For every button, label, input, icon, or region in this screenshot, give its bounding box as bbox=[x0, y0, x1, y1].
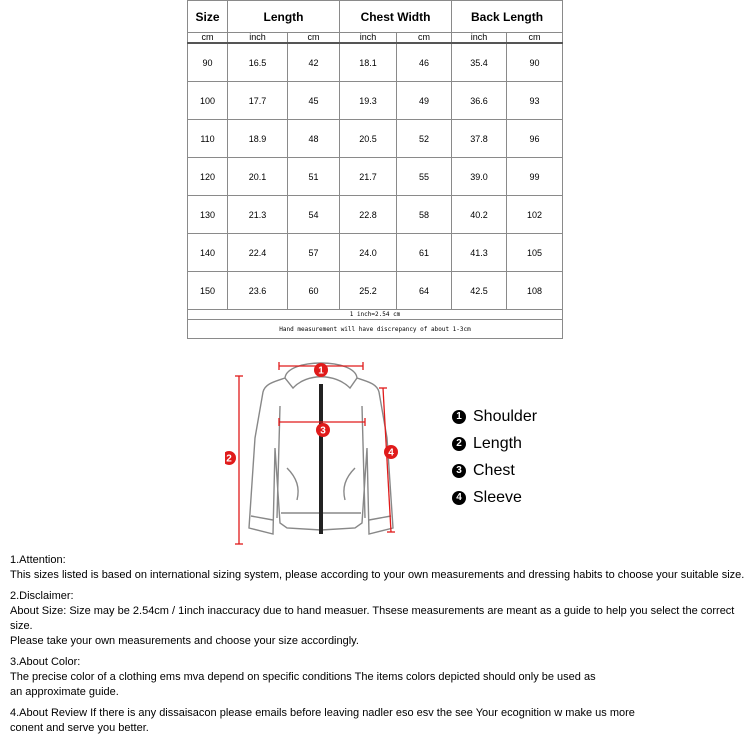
review-note bbox=[10, 706, 750, 736]
table-cell: 102 bbox=[507, 196, 563, 234]
marker-1-label: 1 bbox=[318, 365, 324, 377]
table-cell: 54 bbox=[288, 196, 340, 234]
table-cell: 21.7 bbox=[340, 158, 397, 196]
table-units-row bbox=[188, 33, 563, 44]
table-cell: 90 bbox=[188, 43, 228, 82]
table-cell: 55 bbox=[397, 158, 452, 196]
review-line: conent and serve you better. bbox=[10, 722, 149, 734]
table-cell: 36.6 bbox=[452, 82, 507, 120]
header-size: Size bbox=[188, 1, 228, 33]
unit-cell: cm bbox=[507, 33, 563, 44]
legend-item-sleeve bbox=[452, 484, 537, 511]
table-cell: 108 bbox=[507, 272, 563, 310]
table-cell: 61 bbox=[397, 234, 452, 272]
table-cell: 40.2 bbox=[452, 196, 507, 234]
table-cell: 52 bbox=[397, 120, 452, 158]
zipper bbox=[319, 384, 323, 534]
table-cell: 64 bbox=[397, 272, 452, 310]
table-cell: 60 bbox=[288, 272, 340, 310]
table-cell: 90 bbox=[507, 43, 563, 82]
table-cell: 22.4 bbox=[228, 234, 288, 272]
table-row bbox=[188, 82, 563, 120]
table-cell: 57 bbox=[288, 234, 340, 272]
table-cell: 17.7 bbox=[228, 82, 288, 120]
table-cell: 96 bbox=[507, 120, 563, 158]
disclaimer-title: 2.Disclaimer: bbox=[10, 590, 74, 602]
table-cell: 25.2 bbox=[340, 272, 397, 310]
color-title: 3.About Color: bbox=[10, 656, 81, 668]
table-cell: 105 bbox=[507, 234, 563, 272]
color-note bbox=[10, 655, 750, 700]
table-cell: 51 bbox=[288, 158, 340, 196]
table-cell: 39.0 bbox=[452, 158, 507, 196]
attention-note bbox=[10, 553, 750, 583]
size-chart-table bbox=[187, 0, 563, 339]
table-cell: 24.0 bbox=[340, 234, 397, 272]
table-cell: 35.4 bbox=[452, 43, 507, 82]
unit-cell: cm bbox=[288, 33, 340, 44]
legend-number: 4 bbox=[452, 491, 466, 505]
legend-number: 3 bbox=[452, 464, 466, 478]
table-cell: 21.3 bbox=[228, 196, 288, 234]
conversion-note-row bbox=[188, 310, 563, 320]
table-cell: 45 bbox=[288, 82, 340, 120]
table-cell: 16.5 bbox=[228, 43, 288, 82]
table-row bbox=[188, 234, 563, 272]
notes-section bbox=[10, 553, 750, 742]
disclaimer-line: Please take your own measurements and choose your size accordingly. bbox=[10, 635, 359, 647]
attention-text: This sizes listed is based on international sizing system, please according to your own measurements and dressing habits to choose your suitable size. bbox=[10, 569, 745, 581]
table-cell: 20.5 bbox=[340, 120, 397, 158]
unit-cell: cm bbox=[397, 33, 452, 44]
unit-cell: inch bbox=[228, 33, 288, 44]
table-cell: 22.8 bbox=[340, 196, 397, 234]
marker-4 bbox=[384, 445, 398, 459]
marker-3 bbox=[316, 423, 330, 437]
discrepancy-note: Hand measurement will have discrepancy of about 1-3cm bbox=[188, 320, 563, 339]
legend-number: 2 bbox=[452, 437, 466, 451]
legend-item-shoulder bbox=[452, 403, 537, 430]
table-cell: 19.3 bbox=[340, 82, 397, 120]
jacket-measurement-diagram bbox=[225, 348, 415, 548]
review-line: 4.About Review If there is any dissaisacon please emails before leaving nadler eso esv the see Your ecognition w make us more bbox=[10, 707, 635, 719]
disclaimer-note bbox=[10, 589, 750, 649]
conversion-note: 1 inch=2.54 cm bbox=[188, 310, 563, 320]
unit-cell: inch bbox=[452, 33, 507, 44]
table-cell: 140 bbox=[188, 234, 228, 272]
measurement-guides bbox=[235, 362, 395, 544]
table-cell: 99 bbox=[507, 158, 563, 196]
legend-label: Shoulder bbox=[473, 407, 538, 425]
marker-4-label: 4 bbox=[388, 447, 394, 459]
color-line: The precise color of a clothing ems mva depend on specific conditions The items colors depicted should only be used as bbox=[10, 671, 596, 683]
table-cell: 18.1 bbox=[340, 43, 397, 82]
table-cell: 18.9 bbox=[228, 120, 288, 158]
marker-2 bbox=[225, 451, 236, 465]
marker-2-label: 2 bbox=[226, 453, 232, 465]
table-cell: 150 bbox=[188, 272, 228, 310]
table-cell: 42 bbox=[288, 43, 340, 82]
legend-label: Chest bbox=[473, 461, 515, 479]
discrepancy-note-row bbox=[188, 320, 563, 339]
table-cell: 100 bbox=[188, 82, 228, 120]
table-row bbox=[188, 272, 563, 310]
table-cell: 20.1 bbox=[228, 158, 288, 196]
legend-number: 1 bbox=[452, 410, 466, 424]
legend-label: Sleeve bbox=[473, 488, 522, 506]
table-header-row bbox=[188, 1, 563, 33]
legend-item-length bbox=[452, 430, 537, 457]
disclaimer-line: About Size: Size may be 2.54cm / 1inch inaccuracy due to hand measuer. Thsese measurements are meant as a guide to help you select the correct size. bbox=[10, 605, 735, 632]
legend-item-chest bbox=[452, 457, 537, 484]
table-row bbox=[188, 120, 563, 158]
unit-cell: inch bbox=[340, 33, 397, 44]
color-line: an approximate guide. bbox=[10, 686, 119, 698]
table-cell: 130 bbox=[188, 196, 228, 234]
table-row bbox=[188, 196, 563, 234]
table-row bbox=[188, 43, 563, 82]
measurement-legend bbox=[452, 403, 537, 511]
table-cell: 41.3 bbox=[452, 234, 507, 272]
table-cell: 42.5 bbox=[452, 272, 507, 310]
table-row bbox=[188, 158, 563, 196]
table-cell: 48 bbox=[288, 120, 340, 158]
table-cell: 58 bbox=[397, 196, 452, 234]
table-cell: 93 bbox=[507, 82, 563, 120]
header-back-length: Back Length bbox=[452, 1, 563, 33]
unit-cell: cm bbox=[188, 33, 228, 44]
header-chest-width: Chest Width bbox=[340, 1, 452, 33]
table-cell: 37.8 bbox=[452, 120, 507, 158]
legend-label: Length bbox=[473, 434, 522, 452]
header-length: Length bbox=[228, 1, 340, 33]
table-cell: 110 bbox=[188, 120, 228, 158]
marker-3-label: 3 bbox=[320, 425, 326, 437]
table-cell: 23.6 bbox=[228, 272, 288, 310]
marker-1 bbox=[314, 363, 328, 377]
table-cell: 120 bbox=[188, 158, 228, 196]
attention-title: 1.Attention: bbox=[10, 554, 66, 566]
table-cell: 46 bbox=[397, 43, 452, 82]
table-cell: 49 bbox=[397, 82, 452, 120]
